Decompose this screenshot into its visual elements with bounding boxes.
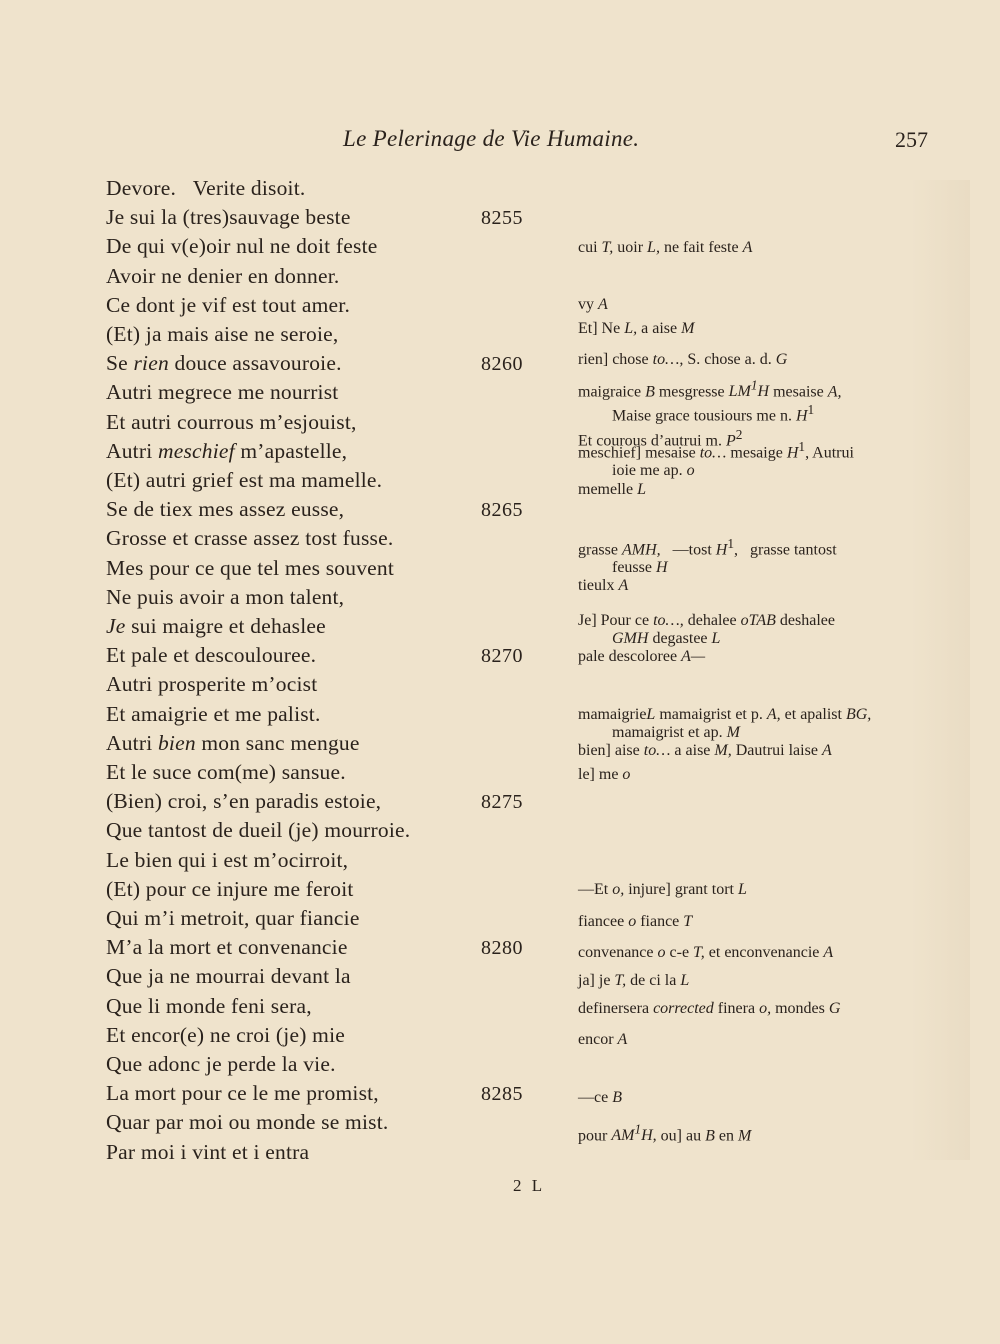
variant-note: ja] je T, de ci la L <box>578 972 690 989</box>
verse-line: Se rien douce assavouroie. <box>106 351 342 376</box>
verse-line: Se de tiex mes assez eusse, <box>106 497 345 522</box>
line-number: 8255 <box>481 207 523 230</box>
verse-line: Que li monde feni sera, <box>106 993 312 1018</box>
verse-line: (Et) ja mais aise ne seroie, <box>106 322 339 346</box>
variant-note: —Et o, injure] grant tort L <box>578 881 747 898</box>
verse-line: Ce dont je vif est tout amer. <box>106 292 351 317</box>
verse-line: Quar par moi ou monde se mist. <box>106 1110 389 1135</box>
variant-note: pour $AM^1H$, ou] au B en M <box>578 1122 752 1145</box>
verse-line: Par moi i vint et i entra <box>106 1139 310 1164</box>
variant-note: rien] chose to…, S. chose a. d. G <box>578 351 788 368</box>
variant-note: le] me o <box>578 766 631 783</box>
page-number: 257 <box>895 127 928 152</box>
verse-line: Je sui maigre et dehaslee <box>106 614 326 638</box>
running-title: Le Pelerinage de Vie Humaine. <box>343 126 640 151</box>
verse-line: Grosse et crasse assez tost fusse. <box>106 526 394 551</box>
line-number: 8270 <box>481 645 523 668</box>
variant-note: —ce B <box>578 1089 622 1106</box>
variant-note: vy A <box>578 296 608 313</box>
line-number: 8275 <box>481 791 523 814</box>
verse-line: Avoir ne denier en donner. <box>106 263 340 288</box>
verse-line: Que ja ne mourrai devant la <box>106 964 351 989</box>
line-number: 8265 <box>481 499 523 522</box>
verse-line: Et autri courrous m’esjouist, <box>106 409 357 434</box>
verse-line: La mort pour ce le me promist, <box>106 1081 379 1106</box>
variant-note: fiancee o fiance T <box>578 913 693 930</box>
verse-line: Et pale et descoulouree. <box>106 643 317 668</box>
verse-line: M’a la mort et convenancie <box>106 935 348 960</box>
verse-line: Autri prosperite m’ocist <box>106 672 318 697</box>
verse-line: Que adonc je perde la vie. <box>106 1052 336 1076</box>
verse-line: (Et) autri grief est ma mamelle. <box>106 468 383 492</box>
variant-note: Et] Ne L, a aise M <box>578 320 695 337</box>
verse-line: Mes pour ce que tel mes souvent <box>106 555 395 580</box>
variant-note: definersera corrected finera o, mondes G <box>578 1000 841 1017</box>
verse-line: (Et) pour ce injure me feroit <box>106 876 354 901</box>
verse-line: Que tantost de dueil (je) mourroie. <box>106 818 411 843</box>
verse-line: Devore. Verite disoit. <box>106 176 306 200</box>
verse-line: Ne puis avoir a mon talent, <box>106 584 345 609</box>
variant-note: encor A <box>578 1031 628 1048</box>
verse-line: Autri meschief m’apastelle, <box>106 438 348 463</box>
verse-line: Et amaigrie et me palist. <box>106 701 321 726</box>
verse-line: Qui m’i metroit, quar fiancie <box>106 906 360 930</box>
verse-line: Et le suce com(me) sansue. <box>106 760 346 784</box>
verse-line: Et encor(e) ne croi (je) mie <box>106 1022 345 1047</box>
verse-line: Autri megrece me nourrist <box>106 380 339 405</box>
variant-note: memelle L <box>578 481 646 498</box>
signature-mark: 2 L <box>513 1176 546 1195</box>
variant-note: Je] Pour ce to…, dehalee oTAB deshalee GMH degastee L pale descoloree A— <box>578 612 835 665</box>
variant-note: grasse AMH, —tost $H^1$, grasse tantost feusse H tieulx A <box>578 536 837 595</box>
line-number: 8260 <box>481 353 523 376</box>
line-number: 8285 <box>481 1083 523 1106</box>
verse-line: (Bien) croi, s’en paradis estoie, <box>106 789 382 814</box>
verse-line: Je sui la (tres)sauvage beste <box>106 205 351 230</box>
verse-line: Autri bien mon sanc mengue <box>106 730 360 755</box>
variant-note: cui T, uoir L, ne fait feste A <box>578 239 753 256</box>
line-number: 8280 <box>481 937 523 960</box>
variant-note: meschief] mesaise to… mesaige $H^1$, Autrui ioie me ap. o <box>578 439 854 480</box>
verse-line: Le bien qui i est m’ocirroit, <box>106 847 349 872</box>
verse-line: De qui v(e)oir nul ne doit feste <box>106 234 378 259</box>
variant-note: convenance o c-e T, et enconvenancie A <box>578 944 834 961</box>
variant-note: maigraice B mesgresse $LM^1H$ mesaise A, Maise grace tousiours me n. $H^1$ Et courous d’autrui m. $P^2$ <box>578 378 842 449</box>
variant-note: mamaigrieL mamaigrist et p. A, et apalist BG, mamaigrist et ap. M bien] aise to… a aise M, Dautrui laise A <box>578 706 872 759</box>
